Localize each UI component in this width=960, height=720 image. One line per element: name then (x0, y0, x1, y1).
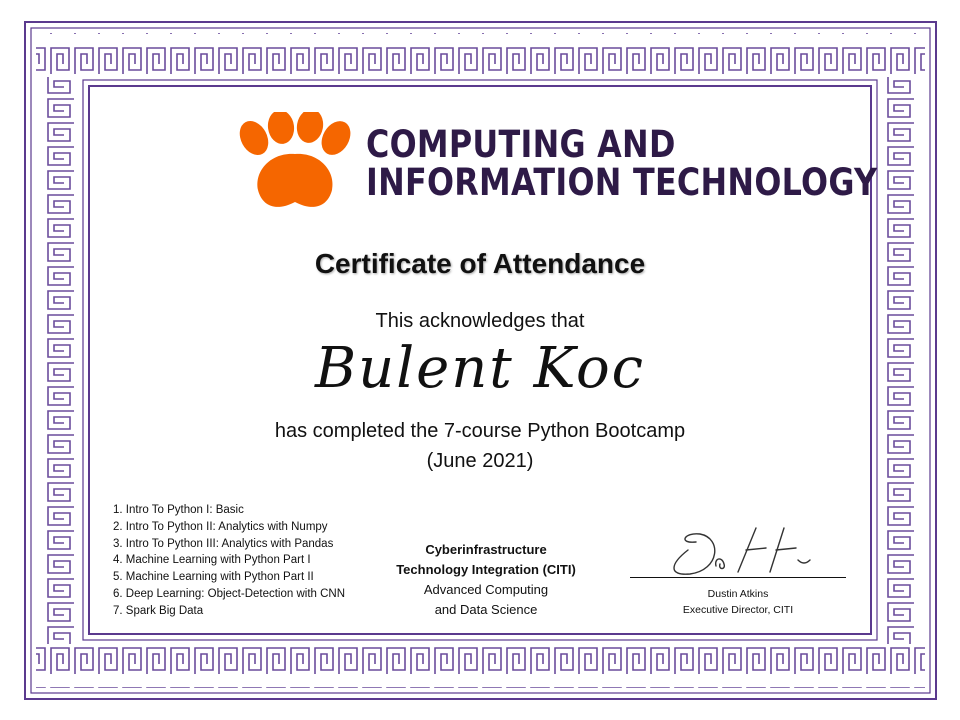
signer-title: Executive Director, CITI (682, 604, 794, 616)
course-list (113, 502, 345, 620)
department-line4: and Data Science (434, 602, 538, 617)
certificate-title: Certificate of Attendance (314, 248, 646, 279)
acknowledgement-text: This acknowledges that (375, 310, 585, 332)
signer-name: Dustin Atkins (707, 588, 769, 600)
completion-date: (June 2021) (426, 450, 534, 472)
department-line3: Advanced Computing (423, 582, 549, 597)
course-item: 7. Spark Big Data (113, 604, 204, 617)
department-line2: Technology Integration (CITI) (396, 562, 576, 577)
course-item: 5. Machine Learning with Python Part II (113, 571, 314, 584)
organization-name-line1: COMPUTING AND (366, 123, 676, 166)
department-line1: Cyberinfrastructure (425, 542, 547, 557)
course-item: 3. Intro To Python III: Analytics with Pandas (113, 537, 334, 550)
course-item: 6. Deep Learning: Object-Detection with CNN (113, 587, 346, 600)
signer-block (630, 586, 846, 618)
signature-line (630, 577, 846, 578)
completion-text: has completed the 7-course Python Bootcamp (274, 420, 686, 442)
course-item: 1. Intro To Python I: Basic (113, 504, 244, 516)
recipient-name: Bulent Koc (314, 336, 646, 401)
department-block (362, 540, 610, 620)
tiger-paw-icon (236, 112, 354, 220)
organization-name-line2: INFORMATION TECHNOLOGY (366, 161, 878, 204)
course-item: 4. Machine Learning with Python Part I (113, 554, 311, 567)
handwritten-signature (660, 520, 820, 580)
course-item: 2. Intro To Python II: Analytics with Numpy (113, 520, 328, 533)
